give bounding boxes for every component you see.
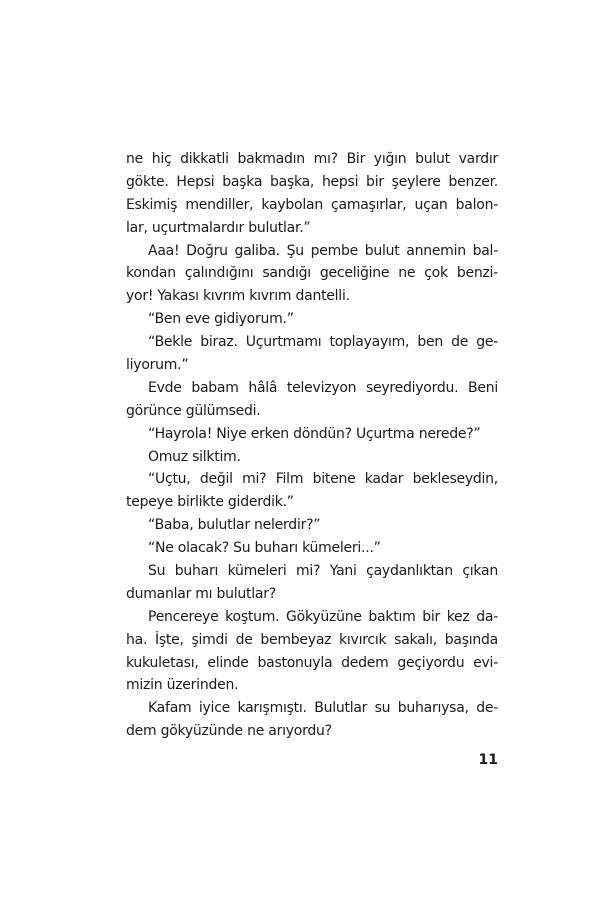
text-line: ne hiç dikkatli bakmadın mı? Bir yığın bulut vardır — [126, 151, 498, 167]
text-line: dem gökyüzünde ne arıyordu? — [126, 723, 332, 740]
text-line: kukuletası, elinde bastonuyla dedem geçiyordu evi- — [126, 654, 498, 671]
text-line: yor! Yakası kıvrım kıvrım dantelli. — [126, 288, 350, 305]
text-line: tepeye birlikte giderdik.” — [126, 494, 294, 511]
text-line: “Baba, bulutlar nelerdir?” — [148, 517, 321, 534]
text-line: lar, uçurtmalardır bulutlar.” — [126, 219, 311, 236]
text-line: Omuz silktim. — [148, 448, 241, 465]
text-line: Evde babam hâlâ televizyon seyrediyordu. Beni — [148, 379, 498, 396]
text-line: mizin üzerinden. — [126, 677, 239, 694]
text-line: “Uçtu, değil mi? Film bitene kadar bekleseydin, — [148, 471, 498, 488]
text-line: “Bekle biraz. Uçurtmamı toplayayım, ben de ge- — [148, 334, 498, 351]
text-line: Pencereye koştum. Gökyüzüne baktım bir kez da- — [148, 608, 498, 625]
body-text — [126, 148, 498, 743]
text-line: “Hayrola! Niye erken döndün? Uçurtma nerede?” — [148, 425, 481, 442]
text-line: görünce gülümsedi. — [126, 402, 261, 419]
text-line: “Ben eve gidiyorum.” — [148, 311, 294, 328]
text-line: gökte. Hepsi başka başka, hepsi bir şeylere benzer. — [126, 173, 498, 190]
text-line: Aaa! Doğru galiba. Şu pembe bulut annemin bal- — [148, 242, 498, 259]
text-line: Eskimiş mendiller, kaybolan çamaşırlar, uçan balon- — [126, 196, 498, 213]
text-line: dumanlar mı bulutlar? — [126, 585, 276, 602]
text-line: “Ne olacak? Su buharı kümeleri...” — [148, 540, 381, 557]
page-number: 11 — [478, 752, 498, 768]
text-line: kondan çalındığını sandığı geceliğine ne çok benzi- — [126, 265, 498, 282]
text-line: liyorum.” — [126, 357, 189, 374]
text-line: Kafam iyice karışmıştı. Bulutlar su buharıysa, de- — [148, 700, 498, 717]
text-line: ha. İşte, şimdi de bembeyaz kıvırcık sakalı, başında — [126, 631, 498, 648]
text-line: Su buharı kümeleri mi? Yani çaydanlıktan çıkan — [148, 563, 498, 580]
